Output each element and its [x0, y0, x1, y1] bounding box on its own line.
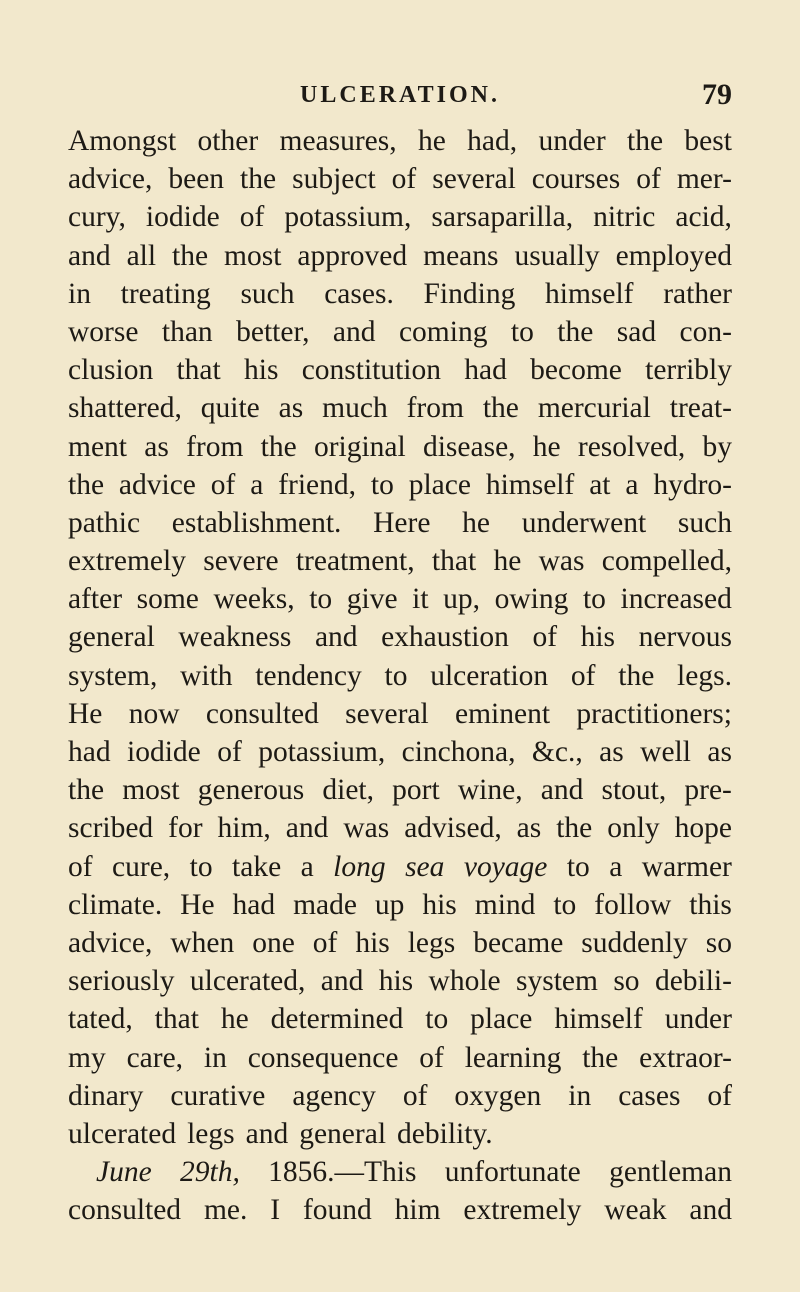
- text-line: shattered, quite as much from the mercurial treat-: [68, 392, 732, 425]
- text-line: consulted me. I found him extremely weak and: [68, 1194, 732, 1227]
- text-line: after some weeks, to give it up, owing to increased: [68, 583, 732, 616]
- text-line: worse than better, and coming to the sad con-: [68, 315, 732, 348]
- text-line: the advice of a friend, to place himself at a hydro-: [68, 468, 732, 501]
- text-line: had iodide of potassium, cinchona, &c., as well as: [68, 736, 732, 768]
- text-line: seriously ulcerated, and his whole system so debili-: [68, 965, 732, 998]
- page-header: [68, 78, 732, 118]
- body-text: [68, 122, 732, 1229]
- text-line: of cure, to take a long sea voyage to a warmer: [68, 850, 732, 883]
- text-line: climate. He had made up his mind to follow this: [68, 888, 732, 921]
- text-line: advice, when one of his legs became suddenly so: [68, 926, 732, 959]
- text-line: He now consulted several eminent practitioners;: [68, 697, 732, 730]
- text-line: extremely severe treatment, that he was compelled,: [68, 545, 732, 578]
- text-line: and all the most approved means usually employed: [68, 239, 732, 272]
- text-line: June 29th, 1856.—This unfortunate gentleman: [96, 1156, 732, 1189]
- text-line: ment as from the original disease, he resolved, by: [68, 430, 732, 463]
- text-line: general weakness and exhaustion of his nervous: [68, 621, 732, 654]
- text-line: the most generous diet, port wine, and stout, pre-: [68, 774, 732, 807]
- text-line: my care, in consequence of learning the extraor-: [68, 1041, 732, 1074]
- text-line: advice, been the subject of several courses of mer-: [68, 163, 732, 196]
- text-line: scribed for him, and was advised, as the only hope: [68, 812, 732, 845]
- text-line: clusion that his constitution had become terribly: [68, 354, 732, 387]
- text-line: in treating such cases. Finding himself rather: [68, 277, 732, 310]
- text-line: pathic establishment. Here he underwent such: [68, 506, 732, 539]
- running-title: ULCERATION.: [300, 82, 500, 108]
- text-line: Amongst other measures, he had, under the best: [68, 125, 732, 157]
- text-line: dinary curative agency of oxygen in cases of: [68, 1079, 732, 1112]
- text-line: system, with tendency to ulceration of the legs.: [68, 659, 732, 692]
- page-number: 79: [702, 78, 732, 111]
- text-line: ulcerated legs and general debility.: [68, 1117, 493, 1150]
- text-line: cury, iodide of potassium, sarsaparilla, nitric acid,: [68, 201, 732, 234]
- text-line: tated, that he determined to place himself under: [68, 1003, 732, 1036]
